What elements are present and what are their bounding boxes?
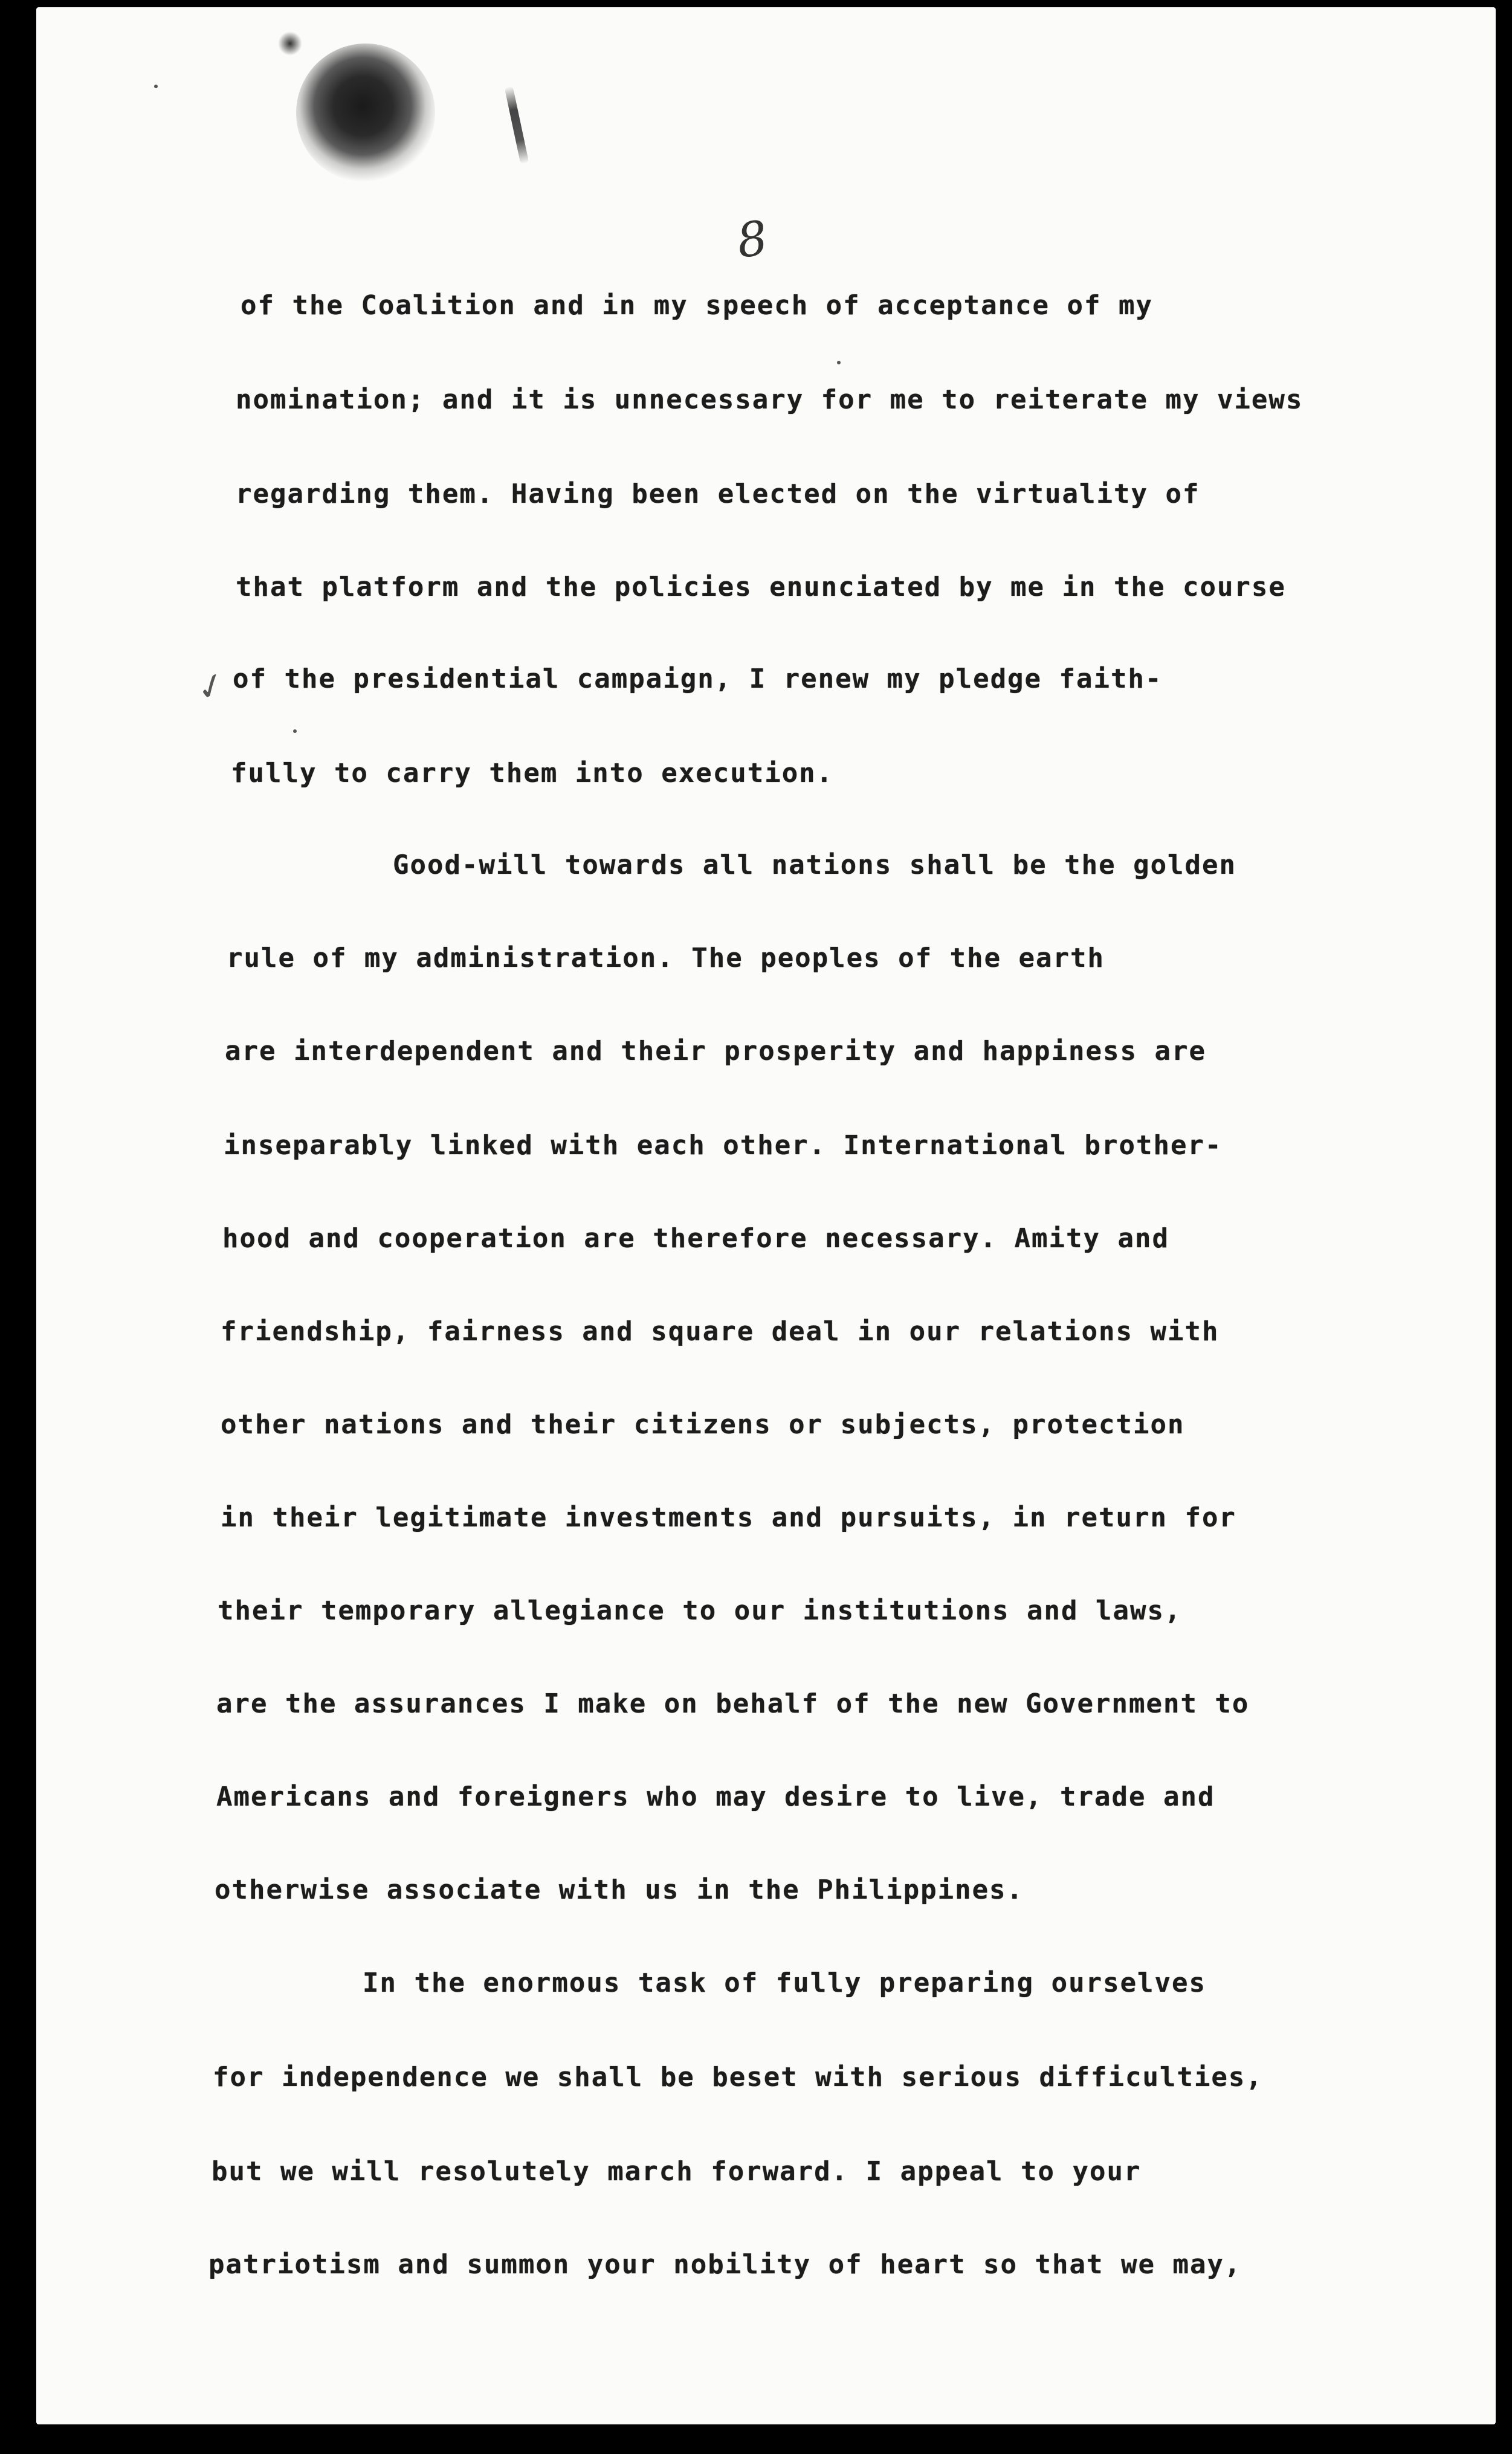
text-line: of the Coalition and in my speech of acceptance of my [241, 290, 1153, 321]
page-number: 8 [733, 210, 771, 270]
text-line: nomination; and it is unnecessary for me to reiterate my views [236, 384, 1304, 415]
text-line: Americans and foreigners who may desire to live, trade and [216, 1781, 1215, 1812]
ink-stain [278, 31, 302, 56]
text-line: in their legitimate investments and pursuits, in return for [221, 1502, 1236, 1533]
text-line: otherwise associate with us in the Philippines. [215, 1874, 1024, 1905]
text-line: regarding them. Having been elected on the virtuality of [236, 479, 1200, 509]
document-page [36, 7, 1496, 2424]
text-line: other nations and their citizens or subjects, protection [221, 1409, 1185, 1440]
text-line: are interdependent and their prosperity and happiness are [225, 1036, 1206, 1067]
text-line: fully to carry them into execution. [231, 758, 834, 789]
speck [837, 361, 841, 364]
text-line: of the presidential campaign, I renew my pledge faith- [233, 664, 1163, 694]
text-line: hood and cooperation are therefore necessary. Amity and [222, 1223, 1169, 1254]
ink-stain [296, 44, 435, 182]
text-line: that platform and the policies enunciated by me in the course [236, 572, 1286, 602]
speck [154, 85, 158, 88]
text-line: friendship, fairness and square deal in our relations with [221, 1316, 1220, 1347]
scratch-mark [505, 86, 529, 164]
check-mark-icon: ✓ [190, 662, 232, 711]
text-line: for independence we shall be beset with serious difficulties, [213, 2062, 1263, 2093]
text-line: patriotism and summon your nobility of heart so that we may, [208, 2249, 1242, 2280]
text-line: but we will resolutely march forward. I appeal to your [212, 2156, 1142, 2187]
text-line: their temporary allegiance to our institutions and laws, [218, 1595, 1182, 1626]
speck [293, 729, 297, 733]
text-line: In the enormous task of fully preparing ourselves [363, 1968, 1207, 1998]
text-line: inseparably linked with each other. International brother- [224, 1130, 1223, 1161]
text-line: Good-will towards all nations shall be the golden [393, 850, 1237, 880]
text-line: rule of my administration. The peoples of the earth [227, 943, 1105, 974]
text-line: are the assurances I make on behalf of the new Government to [216, 1688, 1250, 1719]
